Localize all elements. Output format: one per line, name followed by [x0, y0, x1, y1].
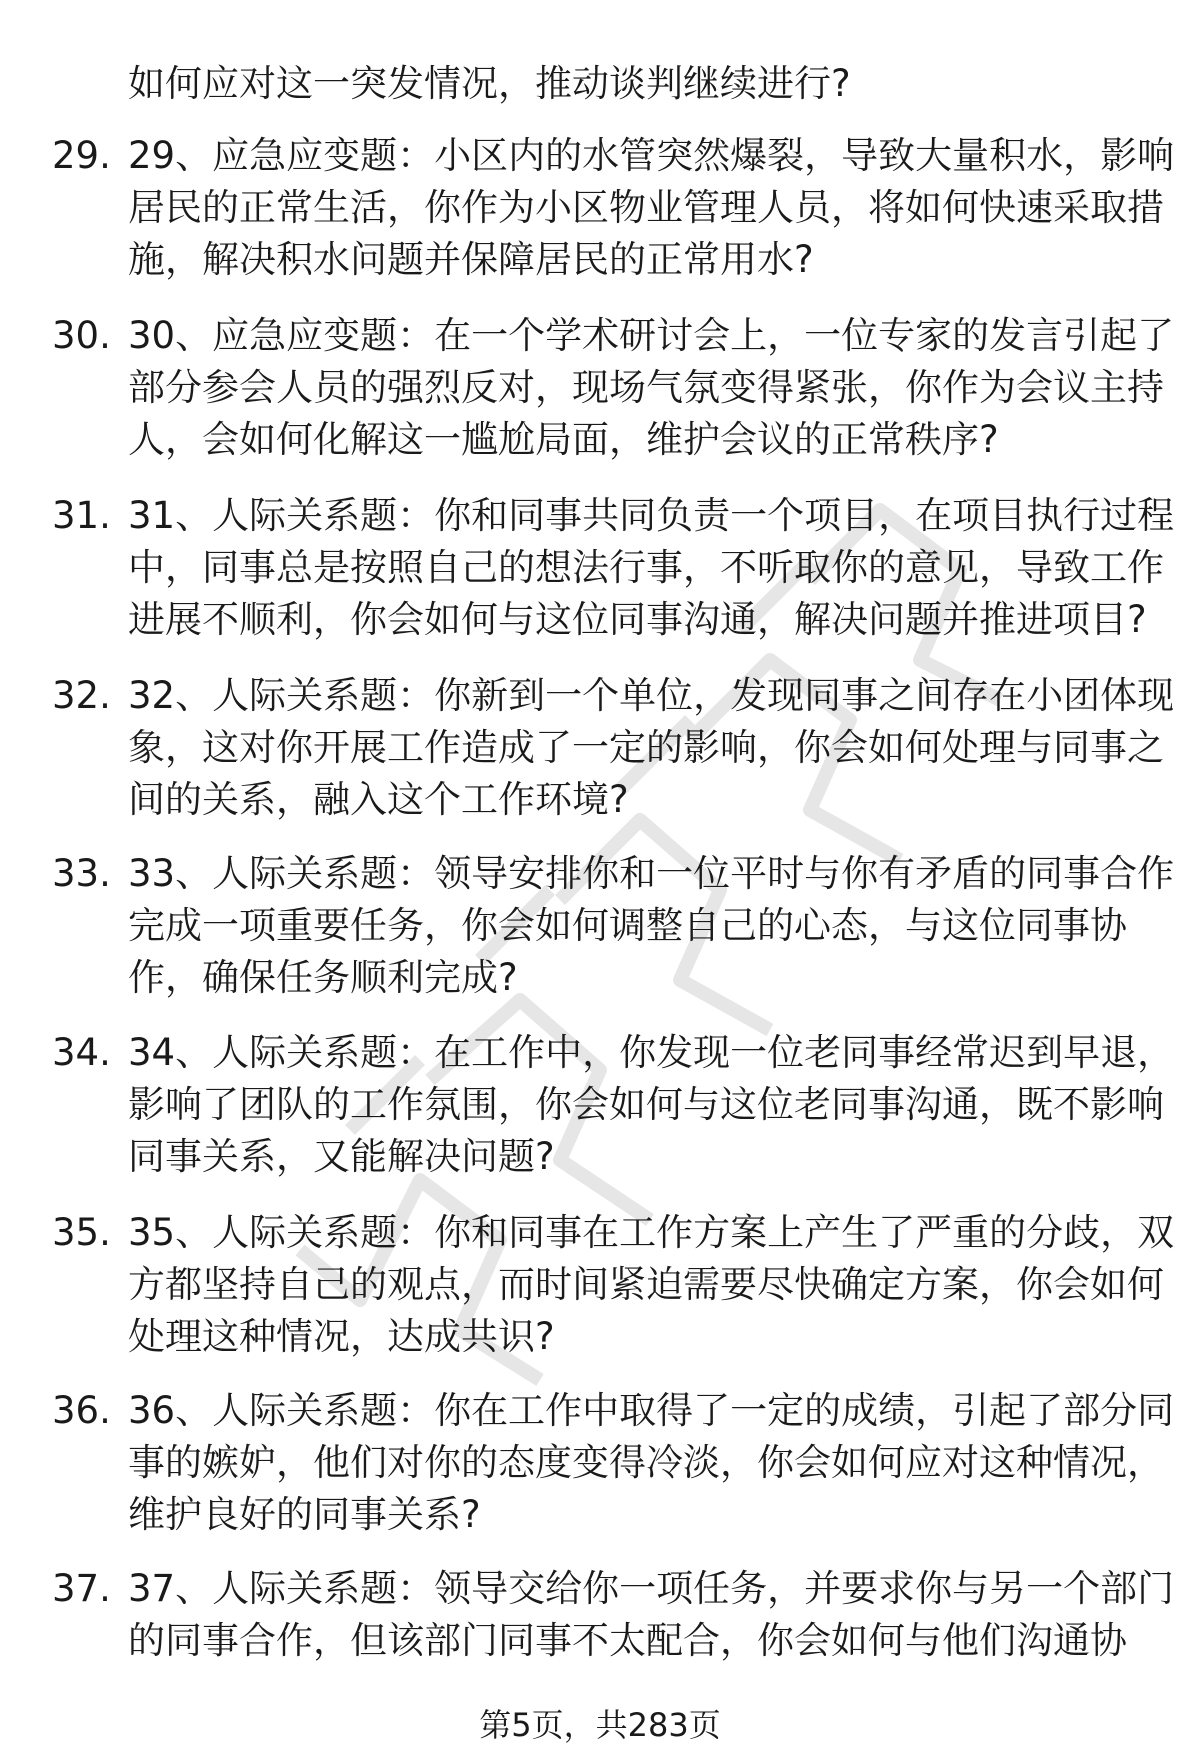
item-number: 37. [52, 1567, 111, 1610]
item-text [128, 310, 1175, 466]
item-text-line: 中，同事总是按照自己的想法行事，不听取你的意见，导致工作 [128, 546, 1164, 589]
item-text-line: 35、人际关系题：你和同事在工作方案上产生了严重的分歧，双 [128, 1211, 1175, 1254]
item-number: 36. [52, 1389, 111, 1432]
item-text-line: 37、人际关系题：领导交给你一项任务，并要求你与另一个部门 [128, 1567, 1175, 1610]
item-number: 33. [52, 852, 111, 895]
item-text-line: 30、应急应变题：在一个学术研讨会上，一位专家的发言引起了 [128, 314, 1175, 357]
item-text-line: 32、人际关系题：你新到一个单位，发现同事之间存在小团体现 [128, 674, 1175, 717]
item-text-line: 29、应急应变题：小区内的水管突然爆裂，导致大量积水，影响 [128, 134, 1175, 177]
item-text-line: 间的关系，融入这个工作环境? [128, 778, 629, 821]
item-text-line: 31、人际关系题：你和同事共同负责一个项目，在项目执行过程 [128, 494, 1175, 537]
item-text [128, 490, 1175, 646]
item-text-line: 进展不顺利，你会如何与这位同事沟通，解决问题并推进项目? [128, 598, 1147, 641]
item-number: 30. [52, 314, 111, 357]
item-text-line: 作，确保任务顺利完成? [128, 956, 518, 999]
item-text [128, 1385, 1175, 1541]
item-text-line: 36、人际关系题：你在工作中取得了一定的成绩，引起了部分同 [128, 1389, 1175, 1432]
item-number: 35. [52, 1211, 111, 1254]
item-text-line: 居民的正常生活，你作为小区物业管理人员，将如何快速采取措 [128, 186, 1164, 229]
item-text-line: 象，这对你开展工作造成了一定的影响，你会如何处理与同事之 [128, 726, 1164, 769]
item-text-line: 人，会如何化解这一尴尬局面，维护会议的正常秩序? [128, 418, 999, 461]
item-number: 29. [52, 134, 111, 177]
item-text [128, 848, 1175, 1004]
item-text-line: 事的嫉妒，他们对你的态度变得冷淡，你会如何应对这种情况， [128, 1441, 1164, 1484]
item-text [128, 670, 1175, 826]
item-number: 31. [52, 494, 111, 537]
item-text [128, 1027, 1175, 1183]
item-number: 34. [52, 1031, 111, 1074]
item-number: 32. [52, 674, 111, 717]
item-text [128, 1563, 1175, 1667]
item-text-line: 的同事合作，但该部门同事不太配合，你会如何与他们沟通协 [128, 1619, 1127, 1662]
item-text-line: 34、人际关系题：在工作中，你发现一位老同事经常迟到早退， [128, 1031, 1175, 1074]
item-text-line: 完成一项重要任务，你会如何调整自己的心态，与这位同事协 [128, 904, 1127, 947]
item-text-line: 33、人际关系题：领导安排你和一位平时与你有矛盾的同事合作 [128, 852, 1175, 895]
item-text [128, 130, 1175, 286]
item-text-line: 维护良好的同事关系? [128, 1493, 481, 1536]
page-footer: 第5页，共283页 [479, 1706, 721, 1744]
item-text-line: 处理这种情况，达成共识? [128, 1315, 555, 1358]
item-text-line: 同事关系，又能解决问题? [128, 1135, 555, 1178]
item-text-line: 部分参会人员的强烈反对，现场气氛变得紧张，你作为会议主持 [128, 366, 1164, 409]
item-text-line: 方都坚持自己的观点，而时间紧迫需要尽快确定方案，你会如何 [128, 1263, 1164, 1306]
item-text [128, 1207, 1175, 1363]
item-text-line: 影响了团队的工作氛围，你会如何与这位老同事沟通，既不影响 [128, 1083, 1164, 1126]
continuation-line: 如何应对这一突发情况，推动谈判继续进行? [128, 62, 851, 105]
item-text-line: 施，解决积水问题并保障居民的正常用水? [128, 238, 814, 281]
